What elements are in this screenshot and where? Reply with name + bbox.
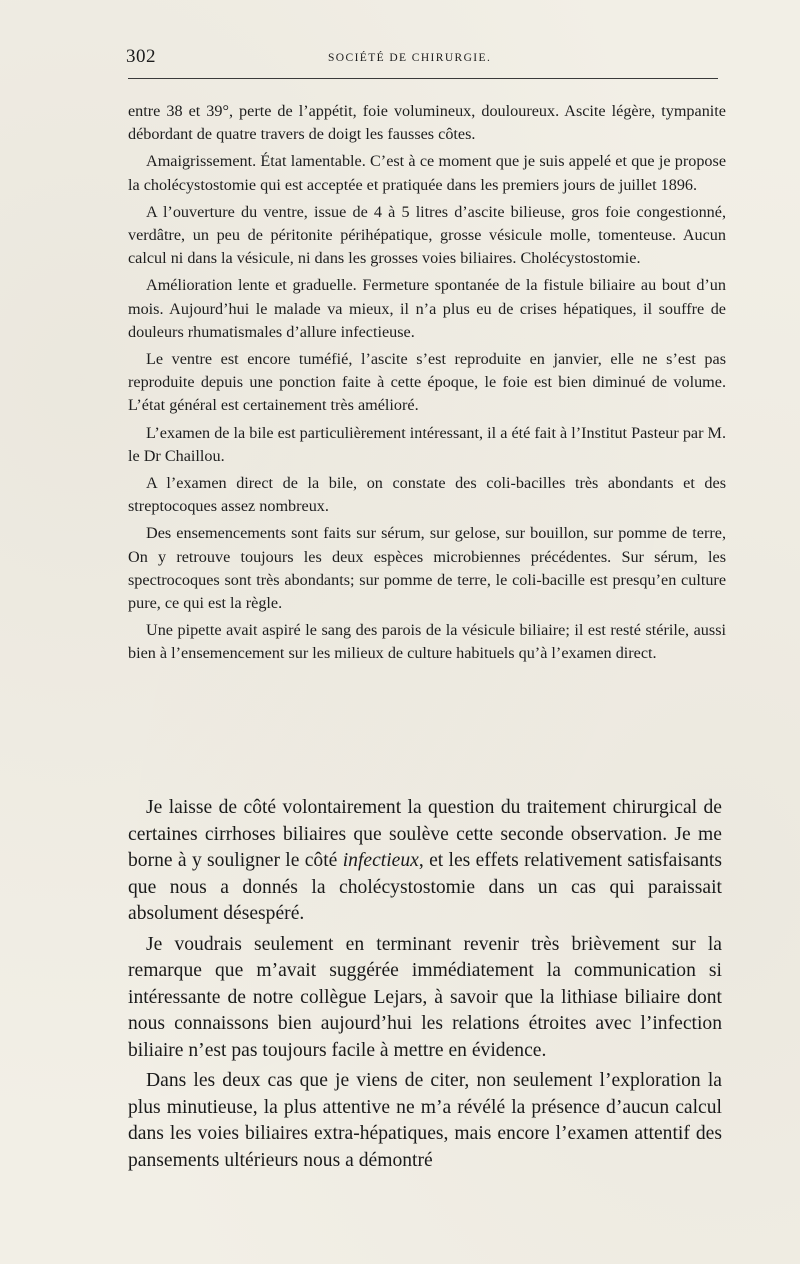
paragraph: entre 38 et 39°, perte de l’appétit, foie volumineux, douloureux. Ascite légère, tympanite débordant de quatre travers de doigt les fausses côtes. — [128, 102, 726, 144]
italic-term: infectieux — [342, 850, 419, 871]
discussion-text — [128, 795, 722, 1178]
paragraph: Le ventre est encore tuméfié, l’ascite s’est reproduite en janvier, elle ne s’est pas reproduite depuis une ponction faite à cette époque, le foie est bien diminué de volume. L’état général est certainement très amélioré. — [128, 350, 726, 415]
paragraph: Amélioration lente et graduelle. Fermeture spontanée de la fistule biliaire au bout d’un mois. Aujourd’hui le malade va mieux, il n’a plus eu de crises hépatiques, il souffre de douleurs rhumatismales d’allure infectieuse. — [128, 276, 726, 341]
paragraph-text: Je laisse de côté volontairement la question du traitement chirurgical de certaines cirrhoses biliaires que soulève cette seconde observation. Je me borne à y souligner le côté — [128, 797, 722, 871]
paragraph-text: , et les effets relativement satisfaisants que nous a donnés la cholécystostomie dans un cas qui paraissait absolument désespéré. — [128, 850, 723, 924]
paragraph: Amaigrissement. État lamentable. C’est à ce moment que je suis appelé et que je propose la cholécystostomie qui est acceptée et pratiquée dans les premiers jours de juillet 1896. — [128, 152, 726, 194]
page-number: 302 — [126, 46, 156, 67]
page-header — [126, 44, 720, 74]
paragraph: A l’examen direct de la bile, on constate des coli-bacilles très abondants et des streptocoques assez nombreux. — [128, 474, 726, 516]
running-head: SOCIÉTÉ DE CHIRURGIE. — [328, 52, 492, 64]
case-report-text — [128, 100, 726, 670]
paragraph: Une pipette avait aspiré le sang des parois de la vésicule biliaire; il est resté stérile, aussi bien à l’ensemencement sur les milieux de culture habituels qu’à l’examen direct. — [128, 621, 726, 663]
paragraph: Des ensemencements sont faits sur sérum, sur gelose, sur bouillon, sur pomme de terre, On y retrouve toujours les deux espèces microbiennes précédentes. Sur sérum, les spectrocoques sont très abondants; sur pomme de terre, le coli-bacille est presqu’en culture pure, ce qui est la règle. — [128, 524, 726, 613]
header-rule — [128, 78, 718, 79]
paragraph — [128, 795, 722, 928]
paragraph: Dans les deux cas que je viens de citer, non seulement l’exploration la plus minutieuse, la plus attentive ne m’a révélé la présence d’aucun calcul dans les voies biliaires extra-hépatiques, mais encore l’examen attentif des pansements ultérieurs nous a démontré — [128, 1070, 722, 1171]
paragraph: A l’ouverture du ventre, issue de 4 à 5 litres d’ascite bilieuse, gros foie congestionné, verdâtre, un peu de péritonite périhépatique, grosse vésicule molle, tomenteuse. Aucun calcul ni dans la vésicule, ni dans les grosses voies biliaires. Cholécystostomie. — [128, 202, 726, 268]
paragraph: L’examen de la bile est particulièrement intéressant, il a été fait à l’Institut Pasteur par M. le Dr Chaillou. — [128, 423, 726, 465]
paragraph: Je voudrais seulement en terminant revenir très brièvement sur la remarque que m’avait suggérée immédiatement la communication si intéressante de notre collègue Lejars, à savoir que la lithiase biliaire dont nous connaissons bien aujourd’hui les relations étroites avec l’infection biliaire n’est pas toujours facile à mettre en évidence. — [128, 933, 722, 1061]
